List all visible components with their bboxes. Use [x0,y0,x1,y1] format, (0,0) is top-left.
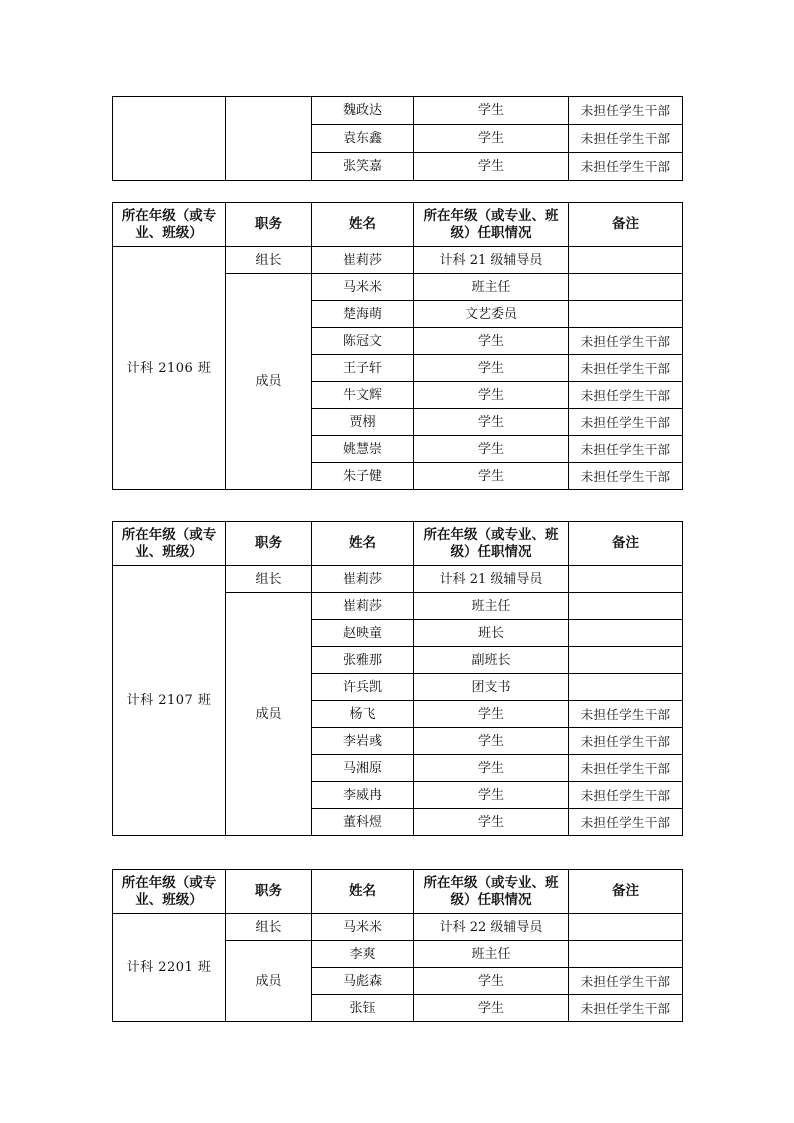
header-name: 姓名 [312,522,414,566]
position-cell: 学生 [414,995,569,1022]
table-class-2106 [112,202,683,490]
duty-cell: 成员 [226,593,312,836]
position-cell: 学生 [414,97,569,125]
position-cell: 学生 [414,728,569,755]
remark-cell: 未担任学生干部 [569,728,683,755]
name-cell: 赵映童 [312,620,414,647]
position-cell: 学生 [414,125,569,153]
remark-cell: 未担任学生干部 [569,436,683,463]
name-cell: 张钰 [312,995,414,1022]
position-cell: 学生 [414,782,569,809]
remark-cell: 未担任学生干部 [569,968,683,995]
header-duty: 职务 [226,522,312,566]
name-cell: 张笑嘉 [312,153,414,181]
remark-cell [569,941,683,968]
remark-cell: 未担任学生干部 [569,382,683,409]
grade-cell: 计科 2201 班 [113,914,226,1022]
name-cell: 崔莉莎 [312,566,414,593]
position-cell: 学生 [414,701,569,728]
position-cell: 班主任 [414,941,569,968]
header-grade: 所在年级（或专业、班级） [113,522,226,566]
remark-cell [569,620,683,647]
name-cell: 马米米 [312,914,414,941]
duty-cell [226,97,312,181]
remark-cell: 未担任学生干部 [569,782,683,809]
position-cell: 学生 [414,436,569,463]
duty-cell: 成员 [226,941,312,1022]
name-cell: 崔莉莎 [312,593,414,620]
remark-cell [569,274,683,301]
position-cell: 班主任 [414,274,569,301]
name-cell: 董科煜 [312,809,414,836]
duty-cell: 组长 [226,914,312,941]
header-position: 所在年级（或专业、班级）任职情况 [414,870,569,914]
remark-cell: 未担任学生干部 [569,97,683,125]
name-cell: 马湘原 [312,755,414,782]
remark-cell: 未担任学生干部 [569,355,683,382]
remark-cell [569,301,683,328]
remark-cell: 未担任学生干部 [569,809,683,836]
duty-cell: 组长 [226,566,312,593]
header-remark: 备注 [569,522,683,566]
position-cell: 团支书 [414,674,569,701]
position-cell: 计科 22 级辅导员 [414,914,569,941]
name-cell: 马米米 [312,274,414,301]
remark-cell: 未担任学生干部 [569,755,683,782]
remark-cell [569,247,683,274]
position-cell: 学生 [414,409,569,436]
remark-cell [569,674,683,701]
remark-cell: 未担任学生干部 [569,328,683,355]
name-cell: 姚慧崇 [312,436,414,463]
grade-cell [113,97,226,181]
remark-cell: 未担任学生干部 [569,995,683,1022]
header-remark: 备注 [569,203,683,247]
table-class-2107 [112,521,683,836]
header-grade: 所在年级（或专业、班级） [113,870,226,914]
remark-cell: 未担任学生干部 [569,153,683,181]
remark-cell: 未担任学生干部 [569,463,683,490]
remark-cell: 未担任学生干部 [569,701,683,728]
remark-cell [569,914,683,941]
name-cell: 李岩彧 [312,728,414,755]
grade-cell: 计科 2107 班 [113,566,226,836]
position-cell: 文艺委员 [414,301,569,328]
position-cell: 学生 [414,153,569,181]
name-cell: 陈冠文 [312,328,414,355]
position-cell: 学生 [414,355,569,382]
position-cell: 学生 [414,382,569,409]
header-position: 所在年级（或专业、班级）任职情况 [414,203,569,247]
grade-cell: 计科 2106 班 [113,247,226,490]
name-cell: 崔莉莎 [312,247,414,274]
name-cell: 贾栩 [312,409,414,436]
remark-cell [569,647,683,674]
table-continuation [112,96,683,181]
position-cell: 学生 [414,463,569,490]
position-cell: 学生 [414,809,569,836]
header-duty: 职务 [226,203,312,247]
position-cell: 计科 21 级辅导员 [414,566,569,593]
name-cell: 李爽 [312,941,414,968]
position-cell: 学生 [414,328,569,355]
header-grade: 所在年级（或专业、班级） [113,203,226,247]
name-cell: 马彪森 [312,968,414,995]
position-cell: 班长 [414,620,569,647]
table-class-2201 [112,869,683,1022]
name-cell: 张雅那 [312,647,414,674]
header-duty: 职务 [226,870,312,914]
name-cell: 李威冉 [312,782,414,809]
name-cell: 牛文辉 [312,382,414,409]
name-cell: 杨飞 [312,701,414,728]
header-position: 所在年级（或专业、班级）任职情况 [414,522,569,566]
remark-cell: 未担任学生干部 [569,409,683,436]
name-cell: 许兵凯 [312,674,414,701]
name-cell: 袁东鑫 [312,125,414,153]
remark-cell: 未担任学生干部 [569,125,683,153]
position-cell: 计科 21 级辅导员 [414,247,569,274]
duty-cell: 组长 [226,247,312,274]
header-remark: 备注 [569,870,683,914]
position-cell: 学生 [414,755,569,782]
position-cell: 学生 [414,968,569,995]
header-name: 姓名 [312,203,414,247]
name-cell: 魏政达 [312,97,414,125]
remark-cell [569,593,683,620]
name-cell: 王子轩 [312,355,414,382]
header-name: 姓名 [312,870,414,914]
remark-cell [569,566,683,593]
duty-cell: 成员 [226,274,312,490]
name-cell: 朱子健 [312,463,414,490]
position-cell: 班主任 [414,593,569,620]
position-cell: 副班长 [414,647,569,674]
name-cell: 楚海萌 [312,301,414,328]
